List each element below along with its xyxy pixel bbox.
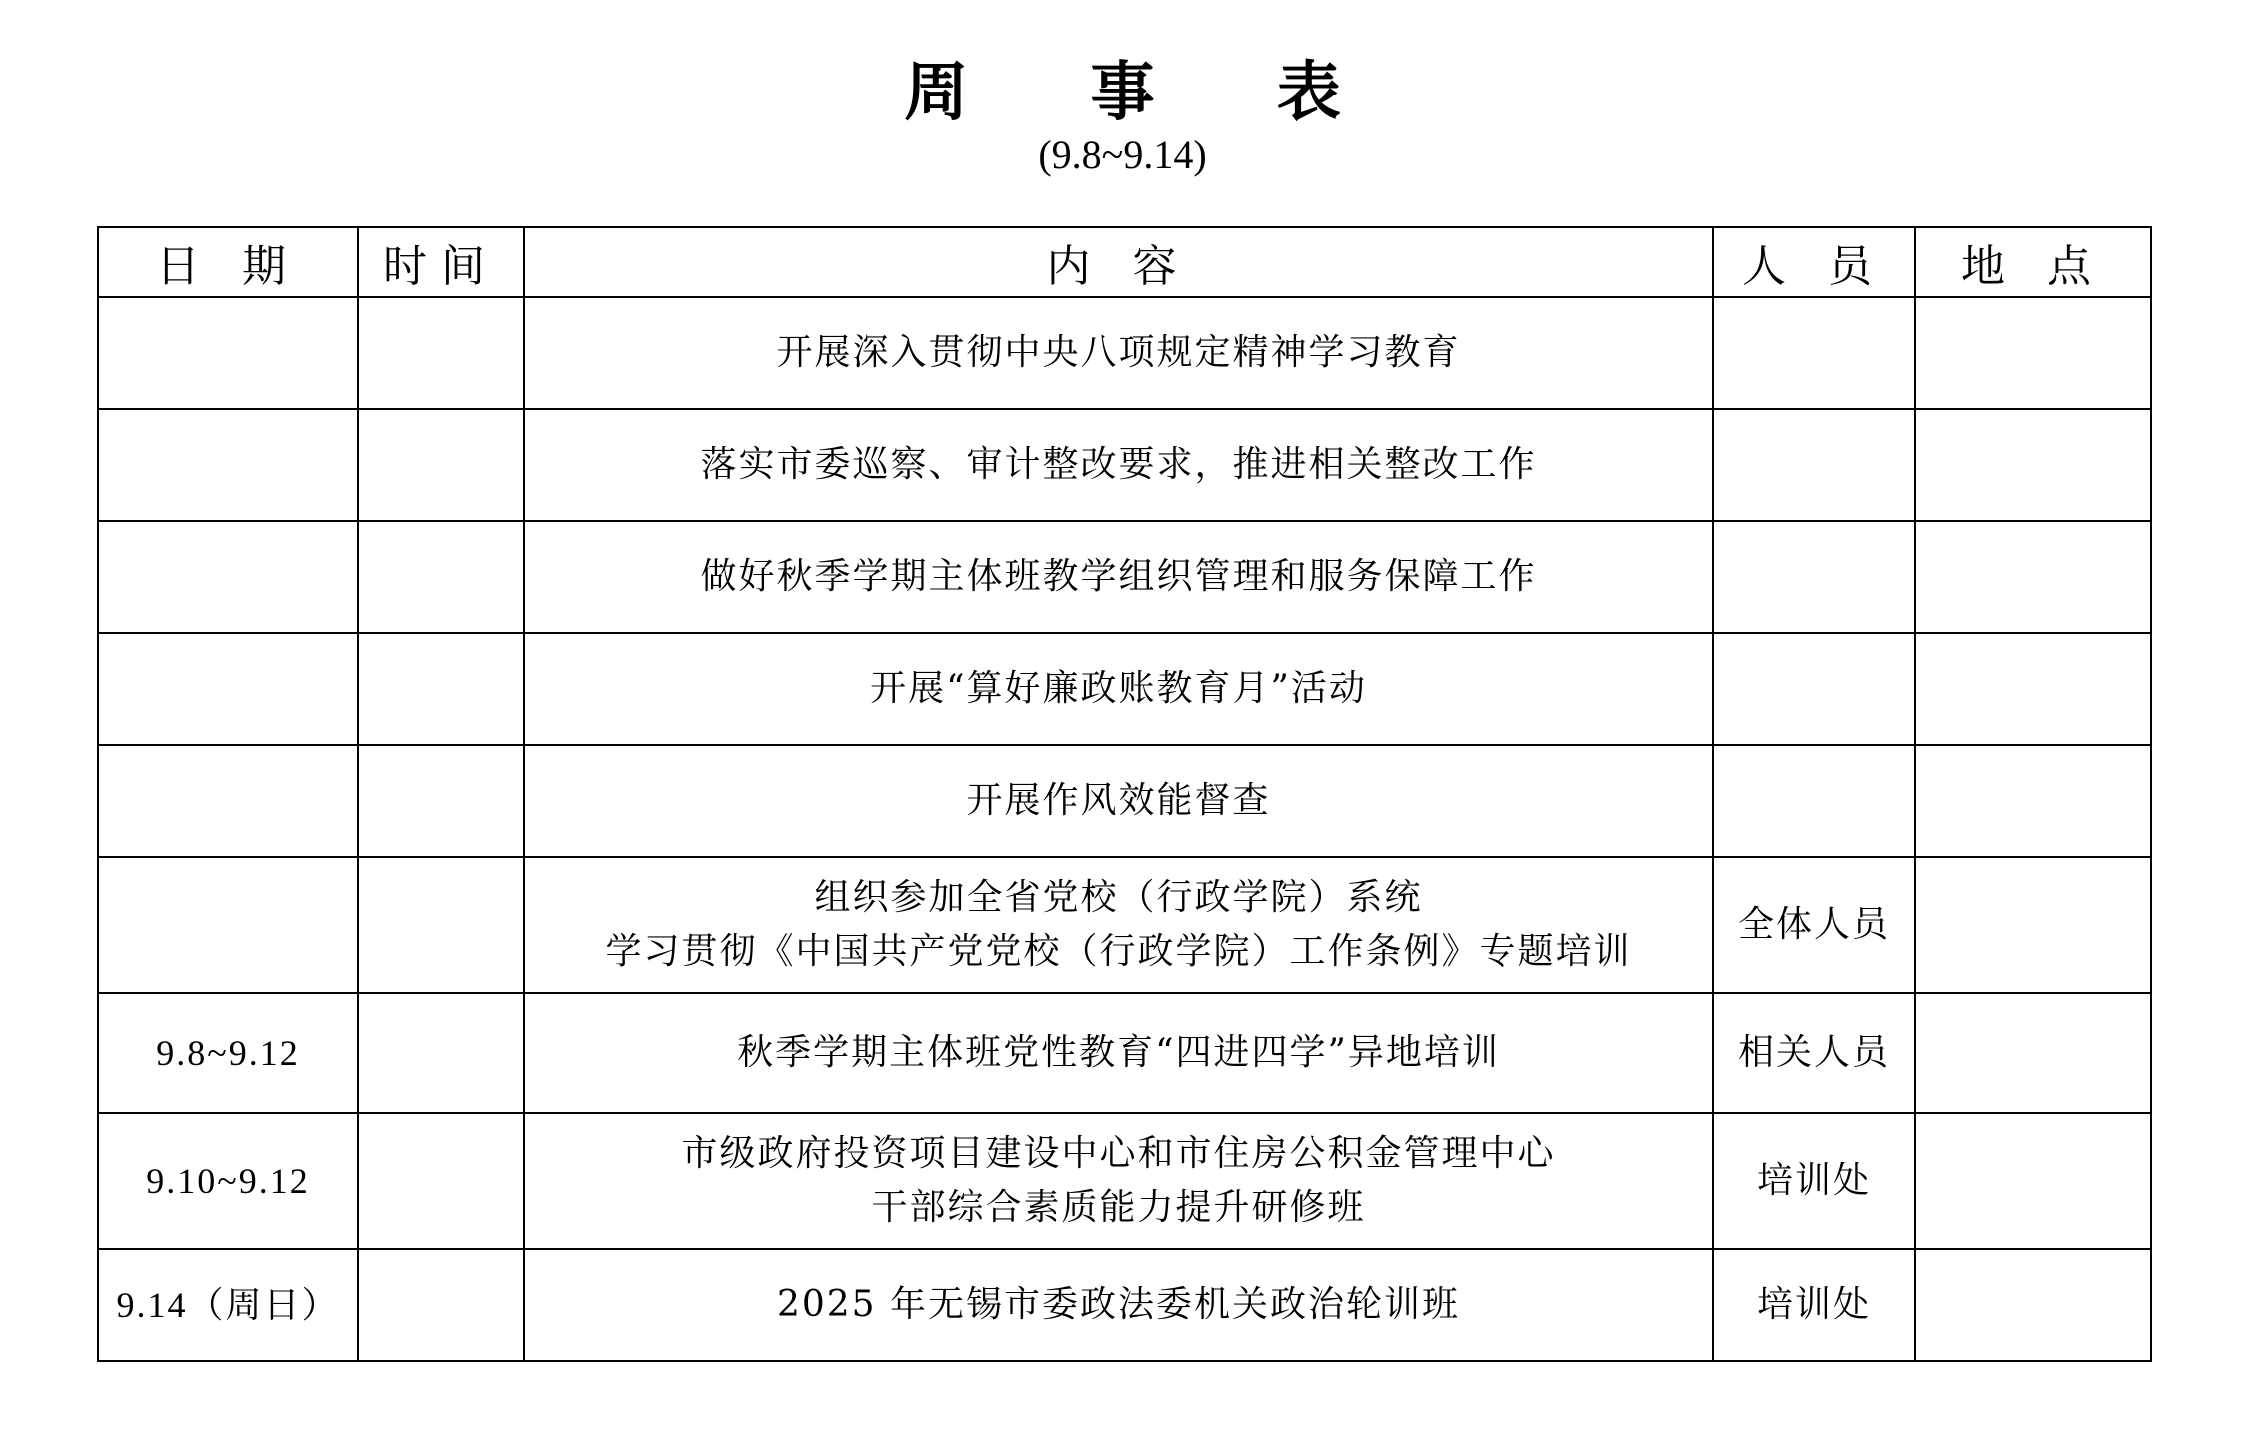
- page-title: 周 事 表: [904, 56, 1391, 130]
- content-line: 干部综合素质能力提升研修班: [871, 1187, 1366, 1228]
- cell-place: [1915, 857, 2151, 993]
- cell-content: [524, 633, 1713, 745]
- cell-time: [358, 297, 524, 409]
- cell-place: [1915, 993, 2151, 1113]
- content-line: 开展作风效能督查: [966, 780, 1271, 821]
- cell-date: 9.14（周日）: [98, 1249, 358, 1361]
- content-line: 开展“算好廉政账教育月”活动: [870, 668, 1367, 709]
- cell-place: [1915, 1113, 2151, 1249]
- cell-content: [524, 297, 1713, 409]
- table-row: [98, 857, 2151, 993]
- cell-time: [358, 993, 524, 1113]
- cell-content: [524, 993, 1713, 1113]
- header-time: 时间: [358, 227, 524, 297]
- cell-people: [1713, 633, 1915, 745]
- cell-place: [1915, 1249, 2151, 1361]
- table-row: [98, 993, 2151, 1113]
- cell-people: 全体人员: [1713, 857, 1915, 993]
- cell-people: [1713, 521, 1915, 633]
- content-line: 市级政府投资项目建设中心和市住房公积金管理中心: [681, 1133, 1556, 1174]
- cell-time: [358, 633, 524, 745]
- cell-time: [358, 1113, 524, 1249]
- cell-place: [1915, 297, 2151, 409]
- table-row: [98, 297, 2151, 409]
- cell-time: [358, 1249, 524, 1361]
- cell-place: [1915, 521, 2151, 633]
- cell-date: [98, 409, 358, 521]
- cell-people: [1713, 297, 1915, 409]
- cell-date: [98, 745, 358, 857]
- content-line: 开展深入贯彻中央八项规定精神学习教育: [776, 332, 1461, 373]
- date-range-subtitle: (9.8~9.14): [1038, 132, 1207, 177]
- cell-place: [1915, 409, 2151, 521]
- cell-date: 9.10~9.12: [98, 1113, 358, 1249]
- cell-content: [524, 409, 1713, 521]
- table-row: [98, 409, 2151, 521]
- cell-people: 培训处: [1713, 1249, 1915, 1361]
- header-content: 内 容: [524, 227, 1713, 297]
- cell-date: [98, 297, 358, 409]
- weekly-schedule-table: [97, 226, 2152, 1362]
- cell-date: [98, 633, 358, 745]
- content-line: 做好秋季学期主体班教学组织管理和服务保障工作: [700, 556, 1537, 597]
- cell-date: 9.8~9.12: [98, 993, 358, 1113]
- cell-people: [1713, 745, 1915, 857]
- cell-content: [524, 1113, 1713, 1249]
- cell-people: 相关人员: [1713, 993, 1915, 1113]
- cell-content: [524, 1249, 1713, 1361]
- table-row: [98, 745, 2151, 857]
- header-place: 地 点: [1915, 227, 2151, 297]
- table-row: [98, 633, 2151, 745]
- cell-place: [1915, 633, 2151, 745]
- cell-time: [358, 521, 524, 633]
- cell-date: [98, 521, 358, 633]
- cell-time: [358, 409, 524, 521]
- table-header-row: [98, 227, 2151, 297]
- table-row: [98, 1113, 2151, 1249]
- content-line: 组织参加全省党校（行政学院）系统: [814, 877, 1423, 918]
- cell-date: [98, 857, 358, 993]
- cell-time: [358, 745, 524, 857]
- cell-people: 培训处: [1713, 1113, 1915, 1249]
- cell-people: [1713, 409, 1915, 521]
- header-date: 日 期: [98, 227, 358, 297]
- table-row: [98, 521, 2151, 633]
- cell-content: [524, 521, 1713, 633]
- content-line: 落实市委巡察、审计整改要求，推进相关整改工作: [700, 444, 1537, 485]
- content-line: 秋季学期主体班党性教育“四进四学”异地培训: [737, 1032, 1500, 1073]
- cell-content: [524, 745, 1713, 857]
- cell-place: [1915, 745, 2151, 857]
- cell-time: [358, 857, 524, 993]
- table-row: [98, 1249, 2151, 1361]
- cell-content: [524, 857, 1713, 993]
- content-line: 学习贯彻《中国共产党党校（行政学院）工作条例》专题培训: [605, 931, 1632, 972]
- content-line: 2025 年无锡市委政法委机关政治轮训班: [776, 1284, 1461, 1325]
- header-people: 人 员: [1713, 227, 1915, 297]
